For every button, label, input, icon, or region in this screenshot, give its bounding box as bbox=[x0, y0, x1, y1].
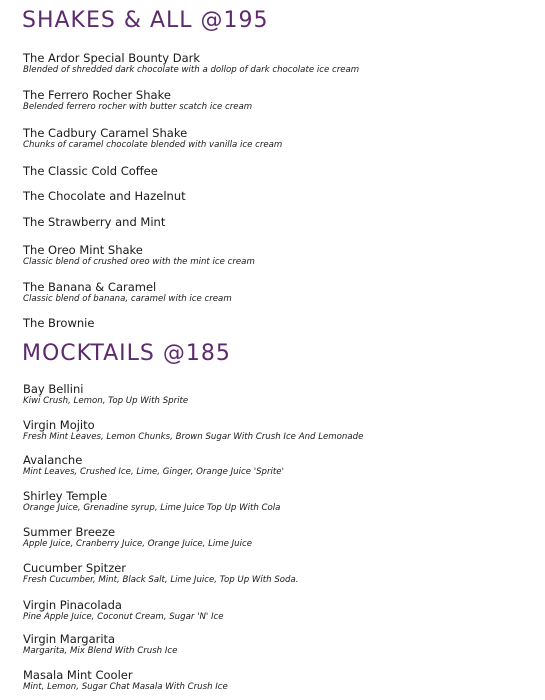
item-description: Fresh Cucumber, Mint, Black Salt, Lime Juice, Top Up With Soda. bbox=[23, 575, 299, 585]
menu-item bbox=[23, 88, 533, 113]
menu-item bbox=[23, 215, 533, 229]
menu-item bbox=[23, 243, 533, 268]
item-name: The Ardor Special Bounty Dark bbox=[23, 51, 201, 65]
item-description: Fresh Mint Leaves, Lemon Chunks, Brown Sugar With Crush Ice And Lemonade bbox=[23, 432, 364, 442]
item-name: Virgin Mojito bbox=[23, 418, 95, 432]
item-description: Margarita, Mix Blend With Crush Ice bbox=[23, 646, 178, 656]
item-name: Masala Mint Cooler bbox=[23, 668, 133, 682]
item-description: Mint Leaves, Crushed Ice, Lime, Ginger, Orange Juice 'Sprite' bbox=[23, 467, 284, 477]
menu-item bbox=[23, 382, 533, 407]
menu-item bbox=[23, 525, 533, 550]
item-description: Belended ferrero rocher with butter scatch ice cream bbox=[23, 102, 253, 112]
item-description: Chunks of caramel chocolate blended with vanilla ice cream bbox=[23, 140, 283, 150]
item-description: Orange Juice, Grenadine syrup, Lime Juice Top Up With Cola bbox=[23, 503, 281, 513]
menu-item bbox=[23, 598, 533, 623]
item-name: Virgin Pinacolada bbox=[23, 598, 122, 612]
menu-item bbox=[23, 316, 533, 330]
item-name: Shirley Temple bbox=[23, 489, 108, 503]
item-description: Classic blend of banana, caramel with ice cream bbox=[23, 294, 232, 304]
item-name: Bay Bellini bbox=[23, 382, 84, 396]
item-name: The Strawberry and Mint bbox=[23, 215, 166, 229]
item-name: Summer Breeze bbox=[23, 525, 116, 539]
item-name: Avalanche bbox=[23, 453, 83, 467]
item-name: The Classic Cold Coffee bbox=[23, 164, 158, 178]
item-description: Pine Apple Juice, Coconut Cream, Sugar 'N' Ice bbox=[23, 612, 224, 622]
menu-item bbox=[23, 189, 533, 203]
section-title-shakes: SHAKES & ALL @195 bbox=[22, 8, 269, 33]
item-description: Apple Juice, Cranberry Juice, Orange Juice, Lime Juice bbox=[23, 539, 253, 549]
item-name: The Brownie bbox=[23, 316, 95, 330]
menu-item bbox=[23, 164, 533, 178]
section-title-mocktails: MOCKTAILS @185 bbox=[22, 341, 231, 366]
item-name: Virgin Margarita bbox=[23, 632, 116, 646]
menu-item bbox=[23, 632, 533, 657]
menu-item bbox=[23, 489, 533, 514]
item-name: The Banana & Caramel bbox=[23, 280, 157, 294]
menu-item bbox=[23, 453, 533, 478]
item-description: Kiwi Crush, Lemon, Top Up With Sprite bbox=[23, 396, 189, 406]
menu-item bbox=[23, 668, 533, 693]
item-description: Mint, Lemon, Sugar Chat Masala With Crush Ice bbox=[23, 682, 228, 692]
item-name: The Oreo Mint Shake bbox=[23, 243, 143, 257]
item-name: The Cadbury Caramel Shake bbox=[23, 126, 188, 140]
menu-item bbox=[23, 126, 533, 151]
menu-item bbox=[23, 51, 533, 76]
item-name: The Ferrero Rocher Shake bbox=[23, 88, 171, 102]
item-name: Cucumber Spitzer bbox=[23, 561, 127, 575]
menu-item bbox=[23, 280, 533, 305]
item-description: Classic blend of crushed oreo with the mint ice cream bbox=[23, 257, 255, 267]
menu-item bbox=[23, 561, 533, 586]
item-name: The Chocolate and Hazelnut bbox=[23, 189, 186, 203]
item-description: Blended of shredded dark chocolate with a dollop of dark chocolate ice cream bbox=[23, 65, 360, 75]
menu-item bbox=[23, 418, 533, 443]
